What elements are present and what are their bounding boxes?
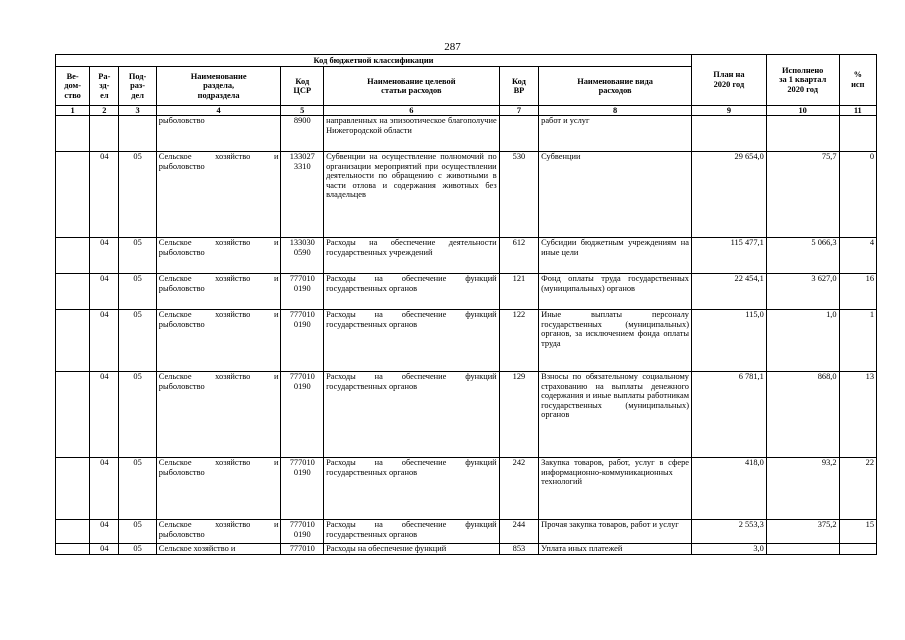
csr-code: 777010 0190 xyxy=(281,274,324,310)
percent-value: 15 xyxy=(839,520,876,544)
table-row xyxy=(56,458,877,520)
col-header-ved: Ве- дом- ство xyxy=(56,67,90,106)
target-article: Расходы на обеспечение функций государственных органов xyxy=(324,310,500,372)
expense-kind: Фонд оплаты труда государственных (муниципальных) органов xyxy=(539,274,692,310)
col-header-done: Исполнено за 1 квартал 2020 год xyxy=(766,55,839,106)
department-code xyxy=(56,458,90,520)
expense-kind: работ и услуг xyxy=(539,116,692,152)
csr-code: 8900 xyxy=(281,116,324,152)
department-code xyxy=(56,372,90,458)
subsection-code: 05 xyxy=(119,544,156,555)
csr-code: 777010 0190 xyxy=(281,310,324,372)
plan-value: 3,0 xyxy=(692,544,767,555)
col-header-vr: Код ВР xyxy=(499,67,538,106)
subsection-code: 05 xyxy=(119,274,156,310)
done-value: 1,0 xyxy=(766,310,839,372)
column-number: 3 xyxy=(119,106,156,116)
plan-value: 115 477,1 xyxy=(692,238,767,274)
vr-code xyxy=(499,116,538,152)
col-header-target: Наименование целевой статьи расходов xyxy=(324,67,500,106)
col-header-pct: % исп xyxy=(839,55,876,106)
csr-code: 133027 3310 xyxy=(281,152,324,238)
section-code: 04 xyxy=(90,544,119,555)
column-number: 9 xyxy=(692,106,767,116)
col-header-razdel: Ра- зд- ел xyxy=(90,67,119,106)
subsection-code: 05 xyxy=(119,520,156,544)
percent-value xyxy=(839,116,876,152)
table-row xyxy=(56,116,877,152)
table-row xyxy=(56,520,877,544)
expense-kind: Иные выплаты персоналу государственных (муниципальных) органов, за исключением фонда оплаты труда xyxy=(539,310,692,372)
page-number: 287 xyxy=(444,41,461,53)
vr-code: 121 xyxy=(499,274,538,310)
table-row xyxy=(56,238,877,274)
col-header-podrazdel: Под- раз- дел xyxy=(119,67,156,106)
section-name: Сельское хозяйство и xyxy=(156,544,281,555)
plan-value: 29 654,0 xyxy=(692,152,767,238)
target-article: Расходы на обеспечение функций государственных органов xyxy=(324,520,500,544)
done-value: 93,2 xyxy=(766,458,839,520)
department-code xyxy=(56,116,90,152)
target-article: Расходы на обеспечение функций государственных органов xyxy=(324,372,500,458)
column-number-row xyxy=(56,106,877,116)
classification-header: Код бюджетной классификации xyxy=(56,55,692,67)
target-article: Расходы на обеспечение функций xyxy=(324,544,500,555)
section-name: Сельское хозяйство и рыболовство xyxy=(156,372,281,458)
vr-code: 612 xyxy=(499,238,538,274)
done-value: 868,0 xyxy=(766,372,839,458)
done-value: 75,7 xyxy=(766,152,839,238)
csr-code: 777010 0190 xyxy=(281,520,324,544)
percent-value: 4 xyxy=(839,238,876,274)
table-row xyxy=(56,152,877,238)
table-row xyxy=(56,544,877,555)
done-value: 375,2 xyxy=(766,520,839,544)
col-header-section-name: Наименование раздела, подраздела xyxy=(156,67,281,106)
column-number: 10 xyxy=(766,106,839,116)
target-article: Расходы на обеспечение функций государственных органов xyxy=(324,458,500,520)
percent-value: 13 xyxy=(839,372,876,458)
plan-value xyxy=(692,116,767,152)
subsection-code: 05 xyxy=(119,458,156,520)
plan-value: 2 553,3 xyxy=(692,520,767,544)
table-body xyxy=(56,116,877,555)
done-value xyxy=(766,544,839,555)
department-code xyxy=(56,274,90,310)
section-code: 04 xyxy=(90,310,119,372)
subsection-code: 05 xyxy=(119,372,156,458)
done-value: 3 627,0 xyxy=(766,274,839,310)
plan-value: 22 454,1 xyxy=(692,274,767,310)
section-name: рыболовство xyxy=(156,116,281,152)
section-name: Сельское хозяйство и рыболовство xyxy=(156,274,281,310)
section-code: 04 xyxy=(90,152,119,238)
expense-kind: Взносы по обязательному социальному страхованию на выплаты денежного содержания и иные выплаты работникам государственных (муниципальных) органов xyxy=(539,372,692,458)
column-number: 5 xyxy=(281,106,324,116)
section-code: 04 xyxy=(90,372,119,458)
plan-value: 418,0 xyxy=(692,458,767,520)
vr-code: 853 xyxy=(499,544,538,555)
department-code xyxy=(56,544,90,555)
section-name: Сельское хозяйство и рыболовство xyxy=(156,520,281,544)
section-code: 04 xyxy=(90,238,119,274)
expense-kind: Уплата иных платежей xyxy=(539,544,692,555)
column-number: 7 xyxy=(499,106,538,116)
budget-table xyxy=(55,54,877,555)
department-code xyxy=(56,310,90,372)
subsection-code: 05 xyxy=(119,152,156,238)
percent-value: 1 xyxy=(839,310,876,372)
vr-code: 242 xyxy=(499,458,538,520)
percent-value: 22 xyxy=(839,458,876,520)
subsection-code: 05 xyxy=(119,310,156,372)
department-code xyxy=(56,520,90,544)
section-name: Сельское хозяйство и рыболовство xyxy=(156,458,281,520)
section-name: Сельское хозяйство и рыболовство xyxy=(156,310,281,372)
plan-value: 115,0 xyxy=(692,310,767,372)
expense-kind: Прочая закупка товаров, работ и услуг xyxy=(539,520,692,544)
percent-value xyxy=(839,544,876,555)
expense-kind: Субсидии бюджетным учреждениям на иные цели xyxy=(539,238,692,274)
section-code xyxy=(90,116,119,152)
table-row xyxy=(56,310,877,372)
column-number: 11 xyxy=(839,106,876,116)
department-code xyxy=(56,152,90,238)
percent-value: 16 xyxy=(839,274,876,310)
col-header-plan: План на 2020 год xyxy=(692,55,767,106)
department-code xyxy=(56,238,90,274)
section-code: 04 xyxy=(90,458,119,520)
target-article: Субвенции на осуществление полномочий по организации мероприятий при осуществлении деятельности по обращению с животными в части отлова и содержания животных без владельцев xyxy=(324,152,500,238)
column-number: 6 xyxy=(324,106,500,116)
column-number: 1 xyxy=(56,106,90,116)
col-header-csr: Код ЦСР xyxy=(281,67,324,106)
csr-code: 133030 0590 xyxy=(281,238,324,274)
target-article: Расходы на обеспечение функций государственных органов xyxy=(324,274,500,310)
section-code: 04 xyxy=(90,520,119,544)
vr-code: 129 xyxy=(499,372,538,458)
column-number: 4 xyxy=(156,106,281,116)
csr-code: 777010 xyxy=(281,544,324,555)
col-header-kind: Наименование вида расходов xyxy=(539,67,692,106)
percent-value: 0 xyxy=(839,152,876,238)
section-code: 04 xyxy=(90,274,119,310)
vr-code: 122 xyxy=(499,310,538,372)
column-number: 8 xyxy=(539,106,692,116)
table-row xyxy=(56,274,877,310)
csr-code: 777010 0190 xyxy=(281,372,324,458)
subsection-code: 05 xyxy=(119,238,156,274)
done-value: 5 066,3 xyxy=(766,238,839,274)
target-article: Расходы на обеспечение деятельности государственных учреждений xyxy=(324,238,500,274)
section-name: Сельское хозяйство и рыболовство xyxy=(156,238,281,274)
expense-kind: Субвенции xyxy=(539,152,692,238)
vr-code: 530 xyxy=(499,152,538,238)
plan-value: 6 781,1 xyxy=(692,372,767,458)
target-article: направленных на эпизоотическое благополучие Нижегородской области xyxy=(324,116,500,152)
csr-code: 777010 0190 xyxy=(281,458,324,520)
subsection-code xyxy=(119,116,156,152)
done-value xyxy=(766,116,839,152)
column-number: 2 xyxy=(90,106,119,116)
expense-kind: Закупка товаров, работ, услуг в сфере информационно-коммуникационных технологий xyxy=(539,458,692,520)
vr-code: 244 xyxy=(499,520,538,544)
section-name: Сельское хозяйство и рыболовство xyxy=(156,152,281,238)
table-row xyxy=(56,372,877,458)
